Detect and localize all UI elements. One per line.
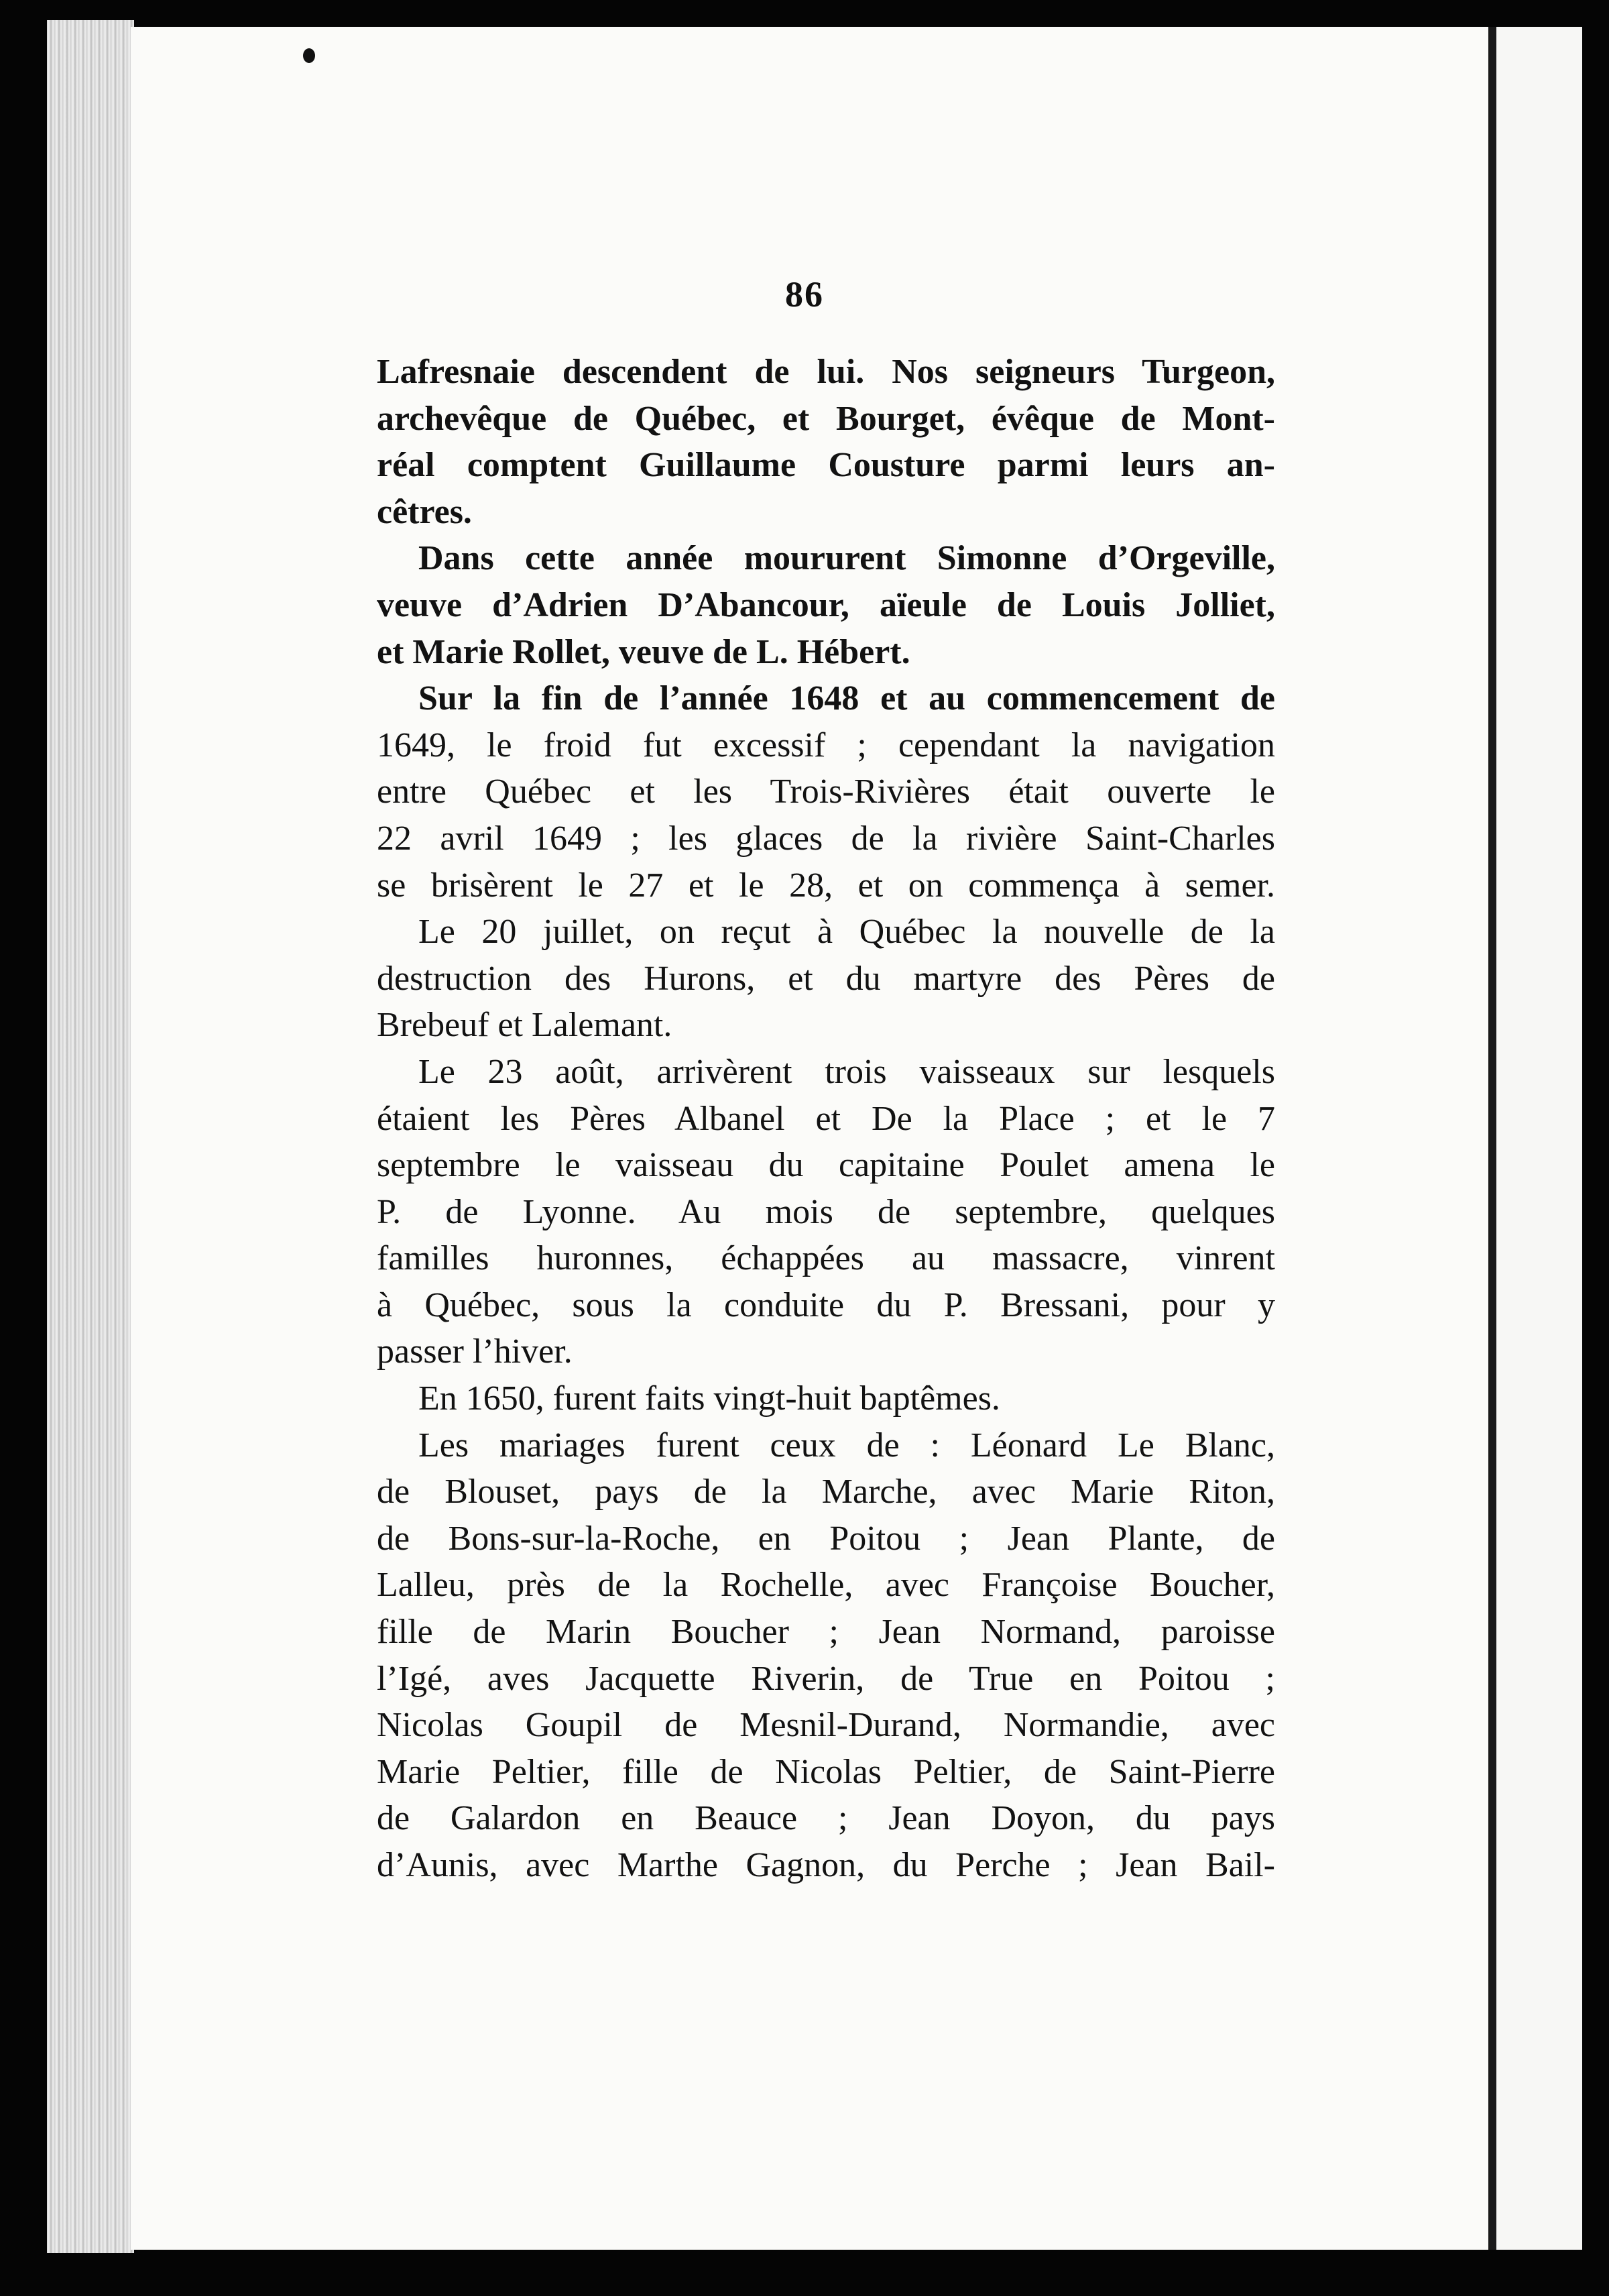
text-line: Brebeuf et Lalemant. xyxy=(377,1006,672,1045)
body-text xyxy=(377,349,1275,1889)
facing-page-edge xyxy=(1496,27,1582,2250)
text-line: réal comptent Guillaume Cousture parmi leurs an- xyxy=(377,446,1275,485)
text-line: archevêque de Québec, et Bourget, évêque de Mont- xyxy=(377,399,1275,438)
text-line: entre Québec et les Trois-Rivières était ouverte le xyxy=(377,772,1275,811)
text-line: veuve d’Adrien D’Abancour, aïeule de Louis Jolliet, xyxy=(377,585,1275,624)
text-line: En 1650, furent faits vingt-huit baptêmes. xyxy=(418,1379,1000,1418)
text-line: de Bons-sur-la-Roche, en Poitou ; Jean Plante, de xyxy=(377,1519,1275,1558)
text-line: P. de Lyonne. Au mois de septembre, quelques xyxy=(377,1192,1275,1231)
text-line: d’Aunis, avec Marthe Gagnon, du Perche ; Jean Bail- xyxy=(377,1846,1275,1884)
text-line: à Québec, sous la conduite du P. Bressani, pour y xyxy=(377,1285,1275,1324)
text-line: septembre le vaisseau du capitaine Poulet amena le xyxy=(377,1146,1275,1185)
text-line: étaient les Pères Albanel et De la Place ; et le 7 xyxy=(377,1099,1275,1138)
text-line: Sur la fin de l’année 1648 et au commencement de xyxy=(418,679,1275,718)
ink-spot xyxy=(303,48,315,63)
text-line: Lalleu, près de la Rochelle, avec Françoise Boucher, xyxy=(377,1566,1275,1605)
book-page-edges xyxy=(47,20,134,2253)
page-number: 86 xyxy=(785,274,824,314)
text-line: Le 23 août, arrivèrent trois vaisseaux sur lesquels xyxy=(418,1052,1275,1091)
text-line: Marie Peltier, fille de Nicolas Peltier, de Saint-Pierre xyxy=(377,1752,1275,1791)
text-line: fille de Marin Boucher ; Jean Normand, paroisse xyxy=(377,1613,1275,1652)
text-line: Lafresnaie descendent de lui. Nos seigneurs Turgeon, xyxy=(377,353,1275,391)
text-line: familles huronnes, échappées au massacre, vinrent xyxy=(377,1239,1275,1278)
text-line: Les mariages furent ceux de : Léonard Le Blanc, xyxy=(418,1426,1275,1465)
text-line: de Blouset, pays de la Marche, avec Marie Riton, xyxy=(377,1473,1275,1511)
text-line: destruction des Hurons, et du martyre des Pères de xyxy=(377,959,1275,998)
text-line: de Galardon en Beauce ; Jean Doyon, du pays xyxy=(377,1799,1275,1838)
text-line: 1649, le froid fut excessif ; cependant la navigation xyxy=(377,726,1275,764)
gutter-shadow xyxy=(1488,27,1496,2250)
text-line: Le 20 juillet, on reçut à Québec la nouvelle de la xyxy=(418,913,1275,952)
text-line: cêtres. xyxy=(377,492,472,531)
text-line: Dans cette année moururent Simonne d’Orgeville, xyxy=(418,539,1275,578)
text-line: se brisèrent le 27 et le 28, et on commença à semer. xyxy=(377,866,1275,905)
text-line: et Marie Rollet, veuve de L. Hébert. xyxy=(377,632,910,671)
text-line: passer l’hiver. xyxy=(377,1332,573,1371)
text-line: Nicolas Goupil de Mesnil-Durand, Normandie, avec xyxy=(377,1706,1275,1745)
text-line: 22 avril 1649 ; les glaces de la rivière Saint-Charles xyxy=(377,819,1275,858)
text-line: l’Igé, aves Jacquette Riverin, de True en Poitou ; xyxy=(377,1659,1275,1698)
